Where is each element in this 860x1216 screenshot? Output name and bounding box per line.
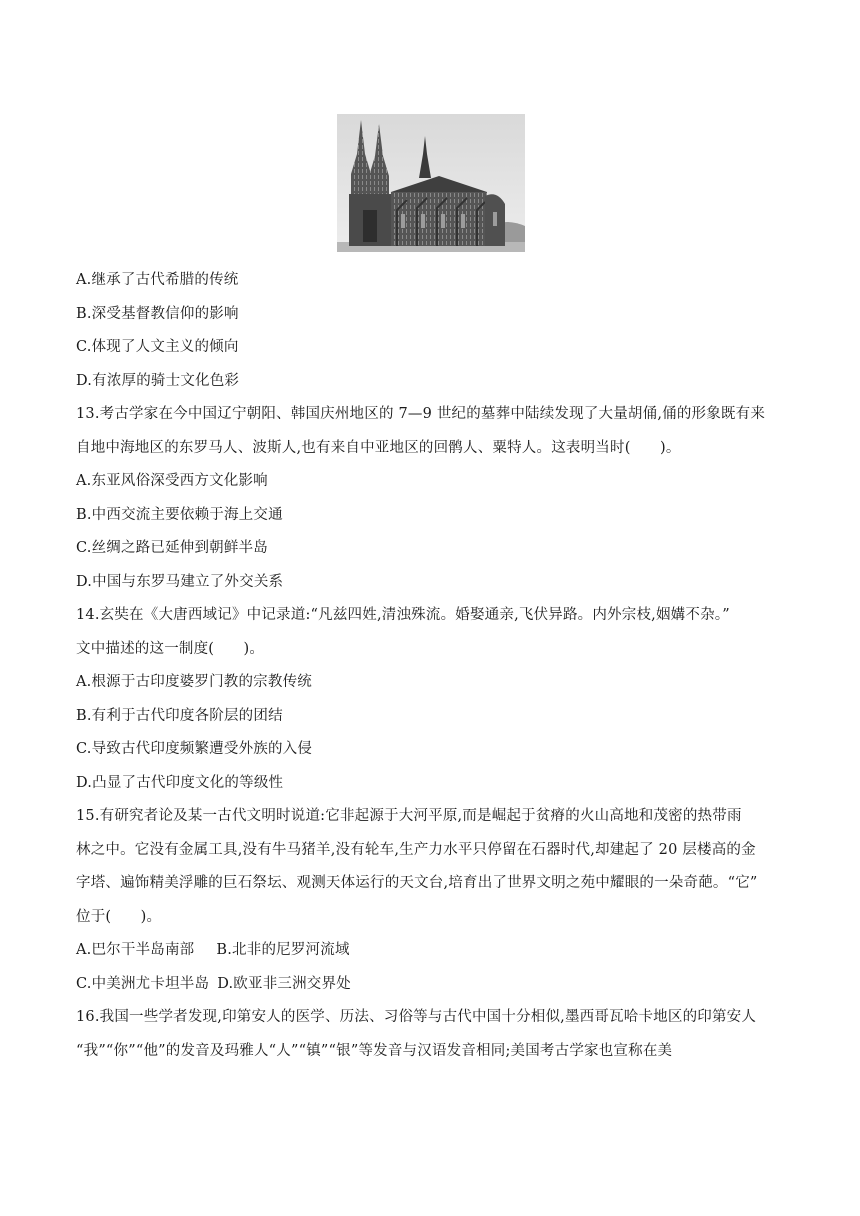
q14-option-a: A.根源于古印度婆罗门教的宗教传统 <box>76 674 312 690</box>
q14-option-c: C.导致古代印度频繁遭受外族的入侵 <box>76 741 313 757</box>
q15-stem-line-3: 字塔、遍饰精美浮雕的巨石祭坛、观测天体运行的天文台,培育出了世界文明之苑中耀眼的一朵奇葩。“它” <box>76 875 758 891</box>
q16-stem-line-1: 16.我国一些学者发现,印第安人的医学、历法、习俗等与古代中国十分相似,墨西哥瓦哈卡地区的印第安人 <box>76 1009 757 1025</box>
q13-option-d: D.中国与东罗马建立了外交关系 <box>76 573 284 590</box>
q14-stem-line-1: 14.玄奘在《大唐西域记》中记录道:“凡兹四姓,清浊殊流。婚娶通亲,飞伏异路。内外宗枝,姻媾不杂。” <box>76 607 730 623</box>
q12-option-d: D.有浓厚的骑士文化色彩 <box>76 372 240 389</box>
q12-option-c: C.体现了人文主义的倾向 <box>76 339 239 355</box>
q15-options-row-1 <box>76 934 788 968</box>
q15-option-a: A.巴尔干半岛南部 <box>76 942 195 958</box>
q14-stem-line-2: 文中描述的这一制度( )。 <box>76 640 265 657</box>
q13-stem-line-2: 自地中海地区的东罗马人、波斯人,也有来自中亚地区的回鹘人、粟特人。这表明当时( )。 <box>76 439 681 456</box>
q15-option-d: D.欧亚非三洲交界处 <box>217 975 351 992</box>
cathedral-figure <box>337 114 525 252</box>
q14-option-d: D.凸显了古代印度文化的等级性 <box>76 774 284 791</box>
q13-option-c: C.丝绸之路已延伸到朝鲜半岛 <box>76 540 268 556</box>
q13-option-b: B.中西交流主要依赖于海上交通 <box>76 506 283 523</box>
q15-stem-line-1: 15.有研究者论及某一古代文明时说道:它非起源于大河平原,而是崛起于贫瘠的火山高地和茂密的热带雨 <box>76 808 742 824</box>
q15-stem-line-2: 林之中。它没有金属工具,没有牛马猪羊,没有轮车,生产力水平只停留在石器时代,却建起了 20 层楼高的金 <box>76 841 756 858</box>
q13-stem-line-1: 13.考古学家在今中国辽宁朝阳、韩国庆州地区的 7—9 世纪的墓葬中陆续发现了大量胡俑,俑的形象既有来 <box>76 406 766 422</box>
q14-option-b: B.有利于古代印度各阶层的团结 <box>76 707 283 724</box>
q16-stem-line-2: “我”“你”“他”的发音及玛雅人“人”“镇”“银”等发音与汉语发音相同;美国考古学家也宣称在美 <box>76 1042 673 1059</box>
q13-option-a: A.东亚风俗深受西方文化影响 <box>76 473 268 489</box>
q15-option-b: B.北非的尼罗河流域 <box>216 942 350 958</box>
q15-option-c: C.中美洲尤卡坦半岛 <box>76 975 210 992</box>
question-content <box>76 264 788 1068</box>
q12-option-b: B.深受基督教信仰的影响 <box>76 305 239 322</box>
q15-options-row-2 <box>76 968 788 1002</box>
q12-option-a: A.继承了古代希腊的传统 <box>76 272 239 288</box>
q15-stem-line-4: 位于( )。 <box>76 908 162 925</box>
cathedral-photo-icon <box>337 114 525 252</box>
